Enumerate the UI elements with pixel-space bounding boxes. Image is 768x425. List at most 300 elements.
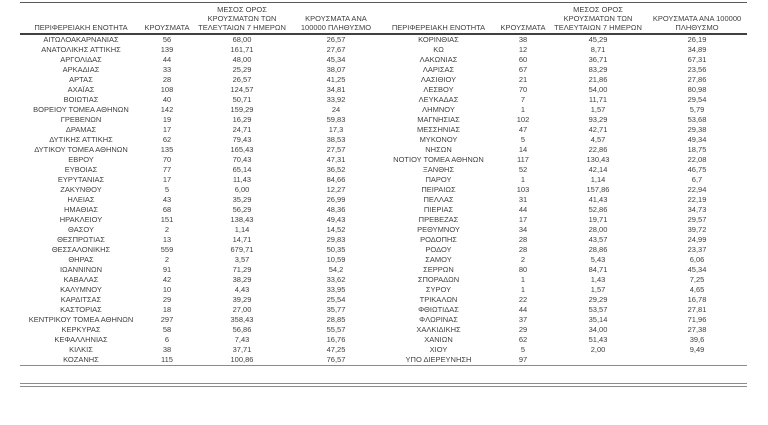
cases-count-right: 44 bbox=[518, 305, 528, 314]
table-body bbox=[20, 34, 747, 366]
avg-7day-left: 7,43 bbox=[234, 335, 250, 344]
region-name-right: ΞΑΝΘΗΣ bbox=[422, 165, 455, 174]
per-100k-left: 35,77 bbox=[326, 305, 346, 314]
region-name-right: ΧΑΝΙΩΝ bbox=[424, 335, 453, 344]
cases-count-left: 2 bbox=[164, 255, 170, 264]
cases-count-right: 7 bbox=[520, 95, 526, 104]
region-name-right: ΠΕΛΛΑΣ bbox=[423, 195, 454, 204]
region-name-left: ΚΕΝΤΡΙΚΟΥ ΤΟΜΕΑ ΑΘΗΝΩΝ bbox=[28, 315, 134, 324]
avg-7day-right: 11,71 bbox=[588, 95, 608, 104]
per-100k-right: 29,38 bbox=[687, 125, 707, 134]
table-row bbox=[20, 265, 747, 275]
region-name-right: ΚΩ bbox=[433, 45, 444, 54]
table-row bbox=[20, 245, 747, 255]
region-name-right: ΛΕΣΒΟΥ bbox=[423, 85, 454, 94]
region-name-right: ΜΑΓΝΗΣΙΑΣ bbox=[417, 115, 460, 124]
table-row bbox=[20, 335, 747, 345]
cases-count-left: 297 bbox=[160, 315, 174, 324]
cases-count-left: 77 bbox=[162, 165, 172, 174]
per-100k-left: 38,07 bbox=[326, 65, 346, 74]
per-100k-right: 27,81 bbox=[687, 305, 707, 314]
avg-7day-right: 41,43 bbox=[588, 195, 608, 204]
table-row bbox=[20, 255, 747, 265]
regional-cases-table bbox=[20, 2, 747, 366]
avg-7day-right: 42,71 bbox=[588, 125, 608, 134]
table-row bbox=[20, 105, 747, 115]
cases-count-right: 47 bbox=[518, 125, 528, 134]
avg-7day-left: 358,43 bbox=[230, 315, 254, 324]
cases-count-left: 139 bbox=[160, 45, 174, 54]
per-100k-right: 5,79 bbox=[689, 105, 705, 114]
avg-7day-left: 26,57 bbox=[232, 75, 252, 84]
avg-7day-left: 14,71 bbox=[232, 235, 252, 244]
per-100k-left: 54,2 bbox=[328, 265, 344, 274]
header-cases-right: ΚΡΟΥΣΜΑΤΑ bbox=[497, 3, 549, 35]
per-100k-right: 34,89 bbox=[687, 45, 707, 54]
cases-count-right: 2 bbox=[520, 255, 526, 264]
cases-count-right: 38 bbox=[518, 35, 528, 44]
avg-7day-right: 8,71 bbox=[590, 45, 606, 54]
per-100k-right: 24,99 bbox=[687, 235, 707, 244]
region-name-right: ΡΟΔΟΥ bbox=[425, 245, 452, 254]
avg-7day-left: 161,71 bbox=[230, 45, 254, 54]
region-name-right: ΜΥΚΟΝΟΥ bbox=[419, 135, 458, 144]
cases-count-right: 67 bbox=[518, 65, 528, 74]
cases-count-left: 19 bbox=[162, 115, 172, 124]
header-per100k-right: ΚΡΟΥΣΜΑΤΑ ΑΝΑ 100000 ΠΛΗΘΥΣΜΟ bbox=[647, 3, 747, 35]
avg-7day-right: 1,43 bbox=[590, 275, 606, 284]
avg-7day-left: 4,43 bbox=[234, 285, 250, 294]
per-100k-left: 41,25 bbox=[326, 75, 346, 84]
cases-count-left: 56 bbox=[162, 35, 172, 44]
cases-count-left: 38 bbox=[162, 345, 172, 354]
cases-count-left: 70 bbox=[162, 155, 172, 164]
per-100k-left: 47,25 bbox=[326, 345, 346, 354]
avg-7day-left: 16,29 bbox=[232, 115, 252, 124]
table-row bbox=[20, 135, 747, 145]
per-100k-right: 4,65 bbox=[689, 285, 705, 294]
cases-count-right: 5 bbox=[520, 135, 526, 144]
cases-count-left: 10 bbox=[162, 285, 172, 294]
per-100k-right: 6,7 bbox=[691, 175, 703, 184]
region-name-left: ΕΒΡΟΥ bbox=[68, 155, 94, 164]
per-100k-right: 67,31 bbox=[687, 55, 707, 64]
per-100k-left: 55,57 bbox=[326, 325, 346, 334]
per-100k-right: 7,25 bbox=[689, 275, 705, 284]
cases-count-right: 17 bbox=[518, 215, 528, 224]
per-100k-right: 80,98 bbox=[687, 85, 707, 94]
avg-7day-left: 679,71 bbox=[230, 245, 254, 254]
per-100k-right: 53,68 bbox=[687, 115, 707, 124]
table-row bbox=[20, 325, 747, 335]
avg-7day-left: 56,29 bbox=[232, 205, 252, 214]
per-100k-right: 16,78 bbox=[687, 295, 707, 304]
region-name-right: ΠΕΙΡΑΙΩΣ bbox=[421, 185, 456, 194]
region-name-right: ΤΡΙΚΑΛΩΝ bbox=[419, 295, 458, 304]
table-row bbox=[20, 195, 747, 205]
avg-7day-left: 159,29 bbox=[230, 105, 254, 114]
cases-count-left: 68 bbox=[162, 205, 172, 214]
header-region-right: ΠΕΡΙΦΕΡΕΙΑΚΗ ΕΝΟΤΗΤΑ bbox=[380, 3, 497, 35]
cases-count-left: 115 bbox=[142, 355, 192, 366]
regional-cases-table-wrap bbox=[20, 2, 747, 366]
region-name-left: ΗΜΑΘΙΑΣ bbox=[63, 205, 99, 214]
region-name-right: ΡΟΔΟΠΗΣ bbox=[420, 235, 457, 244]
region-name-right: ΠΑΡΟΥ bbox=[425, 175, 452, 184]
region-name-left: ΚΙΛΚΙΣ bbox=[69, 345, 93, 354]
per-100k-left: 25,54 bbox=[326, 295, 346, 304]
region-name-right: ΝΟΤΙΟΥ ΤΟΜΕΑ ΑΘΗΝΩΝ bbox=[393, 155, 484, 164]
avg-7day-right: 54,00 bbox=[588, 85, 608, 94]
per-100k-left: 49,43 bbox=[326, 215, 346, 224]
cases-count-left: 559 bbox=[160, 245, 174, 254]
per-100k-left: 33,62 bbox=[326, 275, 346, 284]
cases-count-left: 58 bbox=[162, 325, 172, 334]
avg-7day-right: 2,00 bbox=[590, 345, 606, 354]
cases-count-left: 13 bbox=[162, 235, 172, 244]
cases-count-right: 44 bbox=[518, 205, 528, 214]
per-100k-left: 26,57 bbox=[326, 35, 346, 44]
per-100k-right: 6,06 bbox=[689, 255, 705, 264]
cases-count-left: 18 bbox=[162, 305, 172, 314]
cases-count-left: 29 bbox=[162, 295, 172, 304]
avg-7day-right: 1,14 bbox=[590, 175, 606, 184]
cases-count-left: 5 bbox=[164, 185, 170, 194]
region-name-left: ΓΡΕΒΕΝΩΝ bbox=[60, 115, 102, 124]
avg-7day-right: 42,14 bbox=[588, 165, 608, 174]
cases-count-left: 17 bbox=[162, 125, 172, 134]
region-name-left: ΚΕΦΑΛΛΗΝΙΑΣ bbox=[54, 335, 108, 344]
per-100k-right: 23,37 bbox=[687, 245, 707, 254]
region-name-left: ΘΕΣΠΡΩΤΙΑΣ bbox=[57, 235, 105, 244]
per-100k-left: 10,59 bbox=[326, 255, 346, 264]
region-name-right: ΦΛΩΡΙΝΑΣ bbox=[419, 315, 458, 324]
region-name-left: ΚΑΒΑΛΑΣ bbox=[63, 275, 99, 284]
cases-count-left: 17 bbox=[162, 175, 172, 184]
region-name-right: ΥΠΟ ΔΙΕΡΕΥΝΗΣΗ bbox=[380, 355, 497, 366]
table-row bbox=[20, 85, 747, 95]
per-100k-right: 27,86 bbox=[687, 75, 707, 84]
region-name-right: ΛΑΣΙΘΙΟΥ bbox=[420, 75, 457, 84]
per-100k-right: 22,19 bbox=[687, 195, 707, 204]
cases-count-right: 117 bbox=[517, 155, 529, 164]
table-row bbox=[20, 235, 747, 245]
region-name-left: ΑΝΑΤΟΛΙΚΗΣ ΑΤΤΙΚΗΣ bbox=[41, 45, 121, 54]
avg-7day-left: 165,43 bbox=[230, 145, 254, 154]
avg-7day-left: 6,00 bbox=[234, 185, 250, 194]
avg-7day-right: 130,43 bbox=[586, 155, 610, 164]
avg-7day-right: 93,29 bbox=[588, 115, 608, 124]
cases-count-right: 70 bbox=[518, 85, 528, 94]
cases-count-right: 103 bbox=[516, 185, 530, 194]
per-100k-left: 17,3 bbox=[328, 125, 344, 134]
table-row bbox=[20, 315, 747, 325]
region-name-left: ΚΕΡΚΥΡΑΣ bbox=[61, 325, 101, 334]
table-row bbox=[20, 345, 747, 355]
per-100k-left: 16,76 bbox=[326, 335, 346, 344]
avg-7day-left: 71,29 bbox=[232, 265, 252, 274]
cases-count-right: 29 bbox=[518, 325, 528, 334]
per-100k-left: 29,83 bbox=[326, 235, 346, 244]
avg-7day-left: 24,71 bbox=[232, 125, 252, 134]
table-row bbox=[20, 34, 747, 45]
per-100k-left: 50,35 bbox=[326, 245, 346, 254]
region-name-right: ΛΕΥΚΑΔΑΣ bbox=[418, 95, 459, 104]
table-row bbox=[20, 65, 747, 75]
per-100k-right: 39,6 bbox=[689, 335, 705, 344]
region-name-left: ΔΥΤΙΚΟΥ ΤΟΜΕΑ ΑΘΗΝΩΝ bbox=[34, 145, 128, 154]
header-region-left: ΠΕΡΙΦΕΡΕΙΑΚΗ ΕΝΟΤΗΤΑ bbox=[20, 3, 142, 35]
table-row bbox=[20, 125, 747, 135]
cases-count-right: 14 bbox=[518, 145, 528, 154]
header-avg7-left: ΜΕΣΟΣ ΟΡΟΣ ΚΡΟΥΣΜΑΤΩΝ ΤΩΝ ΤΕΛΕΥΤΑΙΩΝ 7 ΗΜΕΡΩΝ bbox=[192, 3, 292, 35]
cases-count-left: 42 bbox=[162, 275, 172, 284]
table-row bbox=[20, 295, 747, 305]
cases-count-right: 52 bbox=[518, 165, 528, 174]
avg-7day-left: 3,57 bbox=[234, 255, 250, 264]
avg-7day-left: 11,43 bbox=[232, 175, 252, 184]
per-100k-left: 38,53 bbox=[326, 135, 346, 144]
region-name-right: ΠΙΕΡΙΑΣ bbox=[423, 205, 454, 214]
avg-7day-right: 4,57 bbox=[590, 135, 606, 144]
region-name-right: ΜΕΣΣΗΝΙΑΣ bbox=[416, 125, 461, 134]
table-row bbox=[20, 165, 747, 175]
table-row bbox=[20, 95, 747, 105]
per-100k-left: 48,36 bbox=[326, 205, 346, 214]
region-name-right: ΠΡΕΒΕΖΑΣ bbox=[418, 215, 459, 224]
table-row bbox=[20, 215, 747, 225]
per-100k-right: 45,34 bbox=[687, 265, 707, 274]
table-row bbox=[20, 155, 747, 165]
cases-count-left: 135 bbox=[160, 145, 174, 154]
cases-count-right: 5 bbox=[520, 345, 526, 354]
region-name-right: ΣΥΡΟΥ bbox=[425, 285, 452, 294]
region-name-left: ΑΡΤΑΣ bbox=[69, 75, 93, 84]
table-row bbox=[20, 285, 747, 295]
per-100k-left: 34,81 bbox=[326, 85, 346, 94]
per-100k-right bbox=[647, 355, 747, 366]
cases-count-left: 33 bbox=[162, 65, 172, 74]
per-100k-right: 18,75 bbox=[687, 145, 707, 154]
avg-7day-right: 83,29 bbox=[588, 65, 608, 74]
table-row bbox=[20, 145, 747, 155]
per-100k-right: 29,54 bbox=[687, 95, 707, 104]
region-name-right: ΧΑΛΚΙΔΙΚΗΣ bbox=[416, 325, 461, 334]
avg-7day-left: 65,14 bbox=[232, 165, 252, 174]
region-name-left: ΑΡΚΑΔΙΑΣ bbox=[62, 65, 100, 74]
header-cases-left: ΚΡΟΥΣΜΑΤΑ bbox=[142, 3, 192, 35]
avg-7day-left: 35,29 bbox=[232, 195, 252, 204]
cases-count-left: 40 bbox=[162, 95, 172, 104]
cases-count-right: 12 bbox=[518, 45, 528, 54]
region-name-right: ΧΙΟΥ bbox=[429, 345, 448, 354]
per-100k-left: 33,92 bbox=[326, 95, 346, 104]
avg-7day-right: 51,43 bbox=[588, 335, 608, 344]
region-name-left: ΑΙΤΩΛΟΑΚΑΡΝΑΝΙΑΣ bbox=[43, 35, 119, 44]
table-row bbox=[20, 275, 747, 285]
avg-7day-left: 56,86 bbox=[232, 325, 252, 334]
table-row bbox=[20, 225, 747, 235]
region-name-left: ΗΡΑΚΛΕΙΟΥ bbox=[59, 215, 103, 224]
region-name-left: ΔΥΤΙΚΗΣ ΑΤΤΙΚΗΣ bbox=[49, 135, 113, 144]
cases-count-right: 1 bbox=[520, 275, 526, 284]
table-row bbox=[20, 75, 747, 85]
avg-7day-right: 5,43 bbox=[590, 255, 606, 264]
table-row bbox=[20, 305, 747, 315]
region-name-left: ΙΩΑΝΝΙΝΩΝ bbox=[59, 265, 103, 274]
table-row bbox=[20, 115, 747, 125]
region-name-right: ΣΕΡΡΩΝ bbox=[423, 265, 454, 274]
avg-7day-right: 53,57 bbox=[588, 305, 608, 314]
avg-7day-left: 1,14 bbox=[234, 225, 250, 234]
per-100k-right: 27,38 bbox=[687, 325, 707, 334]
per-100k-right: 22,94 bbox=[687, 185, 707, 194]
avg-7day-right: 45,29 bbox=[588, 35, 608, 44]
per-100k-left: 47,31 bbox=[326, 155, 346, 164]
region-name-left: ΒΟΙΩΤΙΑΣ bbox=[63, 95, 99, 104]
avg-7day-right: 34,00 bbox=[588, 325, 608, 334]
cases-count-right: 28 bbox=[518, 235, 528, 244]
region-name-right: ΛΑΚΩΝΙΑΣ bbox=[419, 55, 458, 64]
avg-7day-left: 25,29 bbox=[232, 65, 252, 74]
per-100k-left: 84,66 bbox=[326, 175, 346, 184]
cases-count-left: 62 bbox=[162, 135, 172, 144]
cases-count-right: 1 bbox=[520, 175, 526, 184]
per-100k-left: 36,52 bbox=[326, 165, 346, 174]
per-100k-right: 9,49 bbox=[689, 345, 705, 354]
cases-count-left: 43 bbox=[162, 195, 172, 204]
region-name-left: ΒΟΡΕΙΟΥ ΤΟΜΕΑ ΑΘΗΝΩΝ bbox=[33, 105, 129, 114]
region-name-left: ΕΥΒΟΙΑΣ bbox=[64, 165, 98, 174]
table-row bbox=[20, 175, 747, 185]
avg-7day-right bbox=[549, 355, 647, 366]
region-name-right: ΣΠΟΡΑΔΩΝ bbox=[417, 275, 460, 284]
region-name-right: ΛΑΡΙΣΑΣ bbox=[422, 65, 455, 74]
region-name-right: ΚΟΡΙΝΘΙΑΣ bbox=[418, 35, 459, 44]
region-name-left: ΑΡΓΟΛΙΔΑΣ bbox=[60, 55, 102, 64]
avg-7day-left: 100,86 bbox=[192, 355, 292, 366]
region-name-right: ΝΗΣΩΝ bbox=[425, 145, 452, 154]
cases-count-right: 80 bbox=[518, 265, 528, 274]
avg-7day-right: 19,71 bbox=[588, 215, 608, 224]
per-100k-left: 27,67 bbox=[326, 45, 346, 54]
region-name-left: ΚΑΛΥΜΝΟΥ bbox=[60, 285, 102, 294]
table-header-row bbox=[20, 3, 747, 35]
cases-count-right: 22 bbox=[518, 295, 528, 304]
region-name-right: ΛΗΜΝΟΥ bbox=[422, 105, 455, 114]
cases-count-left: 151 bbox=[160, 215, 174, 224]
per-100k-right: 71,96 bbox=[687, 315, 707, 324]
region-name-left: ΗΛΕΙΑΣ bbox=[67, 195, 95, 204]
table-row bbox=[20, 185, 747, 195]
avg-7day-right: 29,29 bbox=[588, 295, 608, 304]
avg-7day-right: 84,71 bbox=[588, 265, 608, 274]
per-100k-right: 39,72 bbox=[687, 225, 707, 234]
region-name-left: ΚΑΡΔΙΤΣΑΣ bbox=[60, 295, 102, 304]
table-header bbox=[20, 3, 747, 35]
cases-count-left: 44 bbox=[162, 55, 172, 64]
avg-7day-left: 124,57 bbox=[230, 85, 254, 94]
table-row bbox=[20, 205, 747, 215]
cases-count-left: 142 bbox=[160, 105, 174, 114]
header-avg7-right: ΜΕΣΟΣ ΟΡΟΣ ΚΡΟΥΣΜΑΤΩΝ ΤΩΝ ΤΕΛΕΥΤΑΙΩΝ 7 ΗΜΕΡΩΝ bbox=[549, 3, 647, 35]
avg-7day-right: 1,57 bbox=[590, 285, 606, 294]
region-name-right: ΦΘΙΩΤΙΔΑΣ bbox=[418, 305, 459, 314]
per-100k-left: 26,99 bbox=[326, 195, 346, 204]
cases-count-right: 31 bbox=[518, 195, 528, 204]
avg-7day-left: 79,43 bbox=[232, 135, 252, 144]
per-100k-right: 22,08 bbox=[687, 155, 707, 164]
per-100k-left: 33,95 bbox=[326, 285, 346, 294]
cases-count-right: 102 bbox=[516, 115, 530, 124]
per-100k-left: 76,57 bbox=[292, 355, 380, 366]
per-100k-right: 46,75 bbox=[687, 165, 707, 174]
cases-count-right: 37 bbox=[518, 315, 528, 324]
avg-7day-right: 157,86 bbox=[586, 185, 610, 194]
avg-7day-left: 39,29 bbox=[232, 295, 252, 304]
avg-7day-left: 38,29 bbox=[232, 275, 252, 284]
region-name-right: ΡΕΘΥΜΝΟΥ bbox=[417, 225, 460, 234]
per-100k-left: 59,83 bbox=[326, 115, 346, 124]
region-name-left: ΘΕΣΣΑΛΟΝΙΚΗΣ bbox=[51, 245, 111, 254]
cases-count-right: 34 bbox=[518, 225, 528, 234]
cases-count-right: 28 bbox=[518, 245, 528, 254]
per-100k-right: 23,56 bbox=[687, 65, 707, 74]
cases-count-left: 2 bbox=[164, 225, 170, 234]
avg-7day-right: 35,14 bbox=[588, 315, 608, 324]
per-100k-left: 24 bbox=[331, 105, 341, 114]
cases-count-right: 60 bbox=[518, 55, 528, 64]
region-name-left: ΚΟΖΑΝΗΣ bbox=[20, 355, 142, 366]
cases-count-right: 21 bbox=[518, 75, 528, 84]
per-100k-left: 45,34 bbox=[326, 55, 346, 64]
avg-7day-left: 37,71 bbox=[232, 345, 252, 354]
region-name-left: ΖΑΚΥΝΘΟΥ bbox=[60, 185, 102, 194]
region-name-left: ΚΑΣΤΟΡΙΑΣ bbox=[60, 305, 102, 314]
per-100k-left: 28,85 bbox=[326, 315, 346, 324]
avg-7day-right: 36,71 bbox=[588, 55, 608, 64]
cases-count-right: 1 bbox=[520, 105, 526, 114]
table-row bbox=[20, 55, 747, 65]
per-100k-right: 49,34 bbox=[687, 135, 707, 144]
avg-7day-right: 28,00 bbox=[588, 225, 608, 234]
cases-count-right: 97 bbox=[497, 355, 549, 366]
per-100k-right: 26,19 bbox=[687, 35, 707, 44]
cases-count-right: 62 bbox=[518, 335, 528, 344]
avg-7day-right: 1,57 bbox=[590, 105, 606, 114]
avg-7day-right: 28,86 bbox=[588, 245, 608, 254]
per-100k-right: 34,73 bbox=[687, 205, 707, 214]
region-name-right: ΣΑΜΟΥ bbox=[425, 255, 452, 264]
avg-7day-left: 70,43 bbox=[232, 155, 252, 164]
avg-7day-right: 52,86 bbox=[588, 205, 608, 214]
avg-7day-left: 27,00 bbox=[232, 305, 252, 314]
avg-7day-right: 22,86 bbox=[588, 145, 608, 154]
cases-count-right: 1 bbox=[520, 285, 526, 294]
cases-count-left: 6 bbox=[164, 335, 170, 344]
bottom-double-rule bbox=[20, 383, 747, 387]
avg-7day-right: 43,57 bbox=[588, 235, 608, 244]
region-name-left: ΔΡΑΜΑΣ bbox=[65, 125, 97, 134]
avg-7day-left: 138,43 bbox=[230, 215, 254, 224]
avg-7day-left: 68,00 bbox=[232, 35, 252, 44]
per-100k-left: 12,27 bbox=[326, 185, 346, 194]
per-100k-left: 27,57 bbox=[326, 145, 346, 154]
cases-count-left: 91 bbox=[162, 265, 172, 274]
region-name-left: ΕΥΡΥΤΑΝΙΑΣ bbox=[57, 175, 105, 184]
region-name-left: ΘΗΡΑΣ bbox=[68, 255, 94, 264]
cases-count-left: 28 bbox=[162, 75, 172, 84]
